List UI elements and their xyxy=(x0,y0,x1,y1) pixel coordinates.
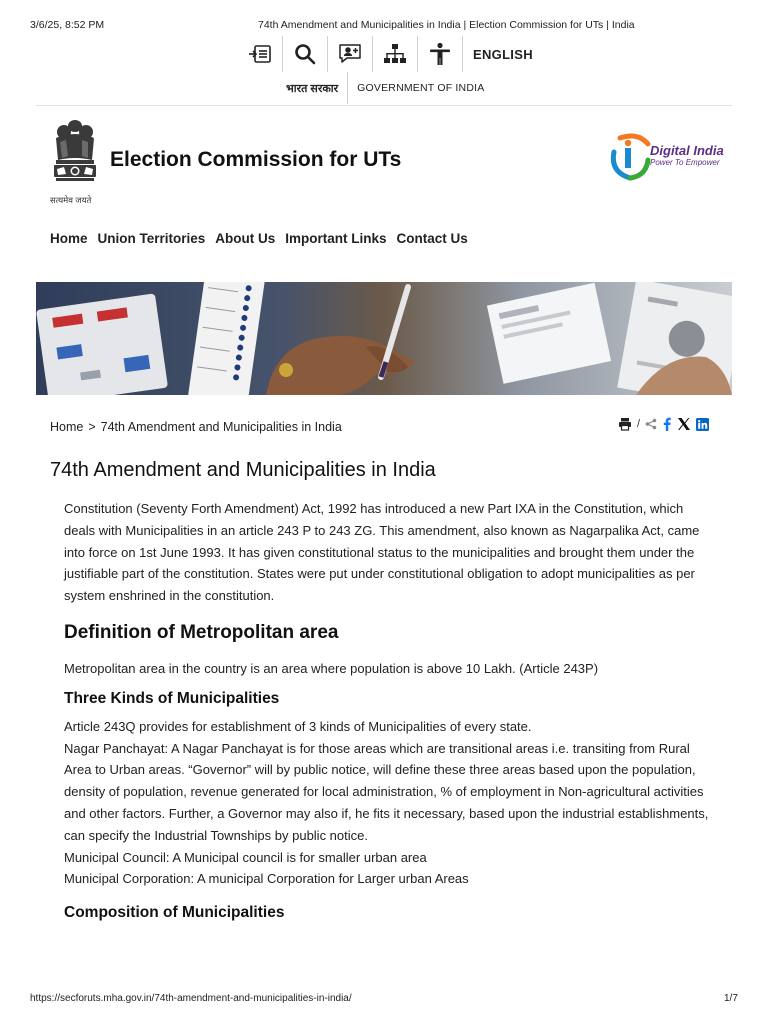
kinds-paragraph-4: Municipal Corporation: A municipal Corporation for Larger urban Areas xyxy=(64,871,469,887)
facebook-icon xyxy=(662,417,672,431)
language-selector[interactable]: ENGLISH xyxy=(473,46,533,62)
article-body xyxy=(64,498,714,922)
skip-to-content-button[interactable] xyxy=(238,36,283,72)
main-nav xyxy=(50,231,468,246)
kinds-paragraph-3: Municipal Council: A Municipal council is for smaller urban area xyxy=(64,849,427,865)
intro-paragraph: Constitution (Seventy Forth Amendment) Act, 1992 has introduced a new Part IXA in the Constitution, which deals with Municipalities in an article 243 P to 243 ZG. This amendment, also known as Nagarpalika Act, came into force on 1st June 1993. It has given constitutional status to the municipalities and brought them under the justifiable part of the constitution. States were put under constitutional obligation to adopt municipalities as per system enshrined in the constitution. xyxy=(64,501,700,604)
header-divider xyxy=(36,105,732,106)
print-page-number: 1/7 xyxy=(724,993,738,1004)
utility-bar xyxy=(238,36,533,72)
kinds-paragraph-2: Nagar Panchayat: A Nagar Panchayat is for those areas which are transitional areas i.e. transiting from Rural Area to Urban areas. “Governor” will by public notice, will define these three areas based upon the population, density of population, revenue generated for local administration, % of employment in Non-agricultural activities and other factors. Further, a Governor may also if, he fits it necessary, based upon the industrial establishments, can specify the Industrial Townships by public notice. xyxy=(64,740,709,843)
print-url: https://secforuts.mha.gov.in/74th-amendment-and-municipalities-in-india/ xyxy=(30,993,352,1004)
accessibility-button[interactable] xyxy=(418,36,463,72)
feedback-icon xyxy=(337,41,363,67)
gov-english-link[interactable]: GOVERNMENT OF INDIA xyxy=(357,82,485,94)
linkedin-icon xyxy=(696,418,709,431)
x-icon xyxy=(677,417,691,431)
emblem-caption: सत्यमेव जयते xyxy=(50,195,92,205)
gov-hindi-link[interactable]: भारत सरकार xyxy=(286,72,348,104)
print-button[interactable] xyxy=(618,417,632,431)
nav-contact-us[interactable]: Contact Us xyxy=(396,231,468,246)
digital-india-name: Digital India xyxy=(650,143,724,158)
skip-to-content-icon xyxy=(247,41,273,67)
search-button[interactable] xyxy=(283,36,328,72)
print-icon xyxy=(618,417,632,431)
search-icon xyxy=(292,41,318,67)
linkedin-share-button[interactable] xyxy=(696,418,709,431)
metropolitan-paragraph: Metropolitan area in the country is an area where population is above 10 Lakh. (Article 243P) xyxy=(64,660,599,676)
sitemap-button[interactable] xyxy=(373,36,418,72)
share-toolbar xyxy=(618,417,709,431)
print-page-title: 74th Amendment and Municipalities in India | Election Commission for UTs | India xyxy=(258,19,635,31)
nav-union-territories[interactable]: Union Territories xyxy=(97,231,206,246)
heading-composition: Composition of Municipalities xyxy=(64,904,285,922)
heading-three-kinds: Three Kinds of Municipalities xyxy=(64,689,280,707)
facebook-share-button[interactable] xyxy=(662,417,672,431)
print-datetime: 3/6/25, 8:52 PM xyxy=(30,19,105,31)
page-title: 74th Amendment and Municipalities in India xyxy=(50,459,436,481)
breadcrumb-current: 74th Amendment and Municipalities in India xyxy=(100,420,342,434)
digital-india-tagline: Power To Empower xyxy=(650,158,720,167)
sitemap-icon xyxy=(382,41,408,67)
heading-metropolitan-area: Definition of Metropolitan area xyxy=(64,621,339,643)
share-button[interactable] xyxy=(645,418,657,430)
breadcrumb xyxy=(50,420,342,434)
breadcrumb-home[interactable]: Home xyxy=(50,420,84,434)
accessibility-icon xyxy=(427,41,453,67)
share-separator: / xyxy=(637,418,641,430)
site-title[interactable]: Election Commission for UTs xyxy=(110,148,402,171)
nav-important-links[interactable]: Important Links xyxy=(285,231,387,246)
breadcrumb-separator: > xyxy=(88,420,96,434)
x-share-button[interactable] xyxy=(677,417,691,431)
share-icon xyxy=(645,418,657,430)
feedback-button[interactable] xyxy=(328,36,373,72)
kinds-paragraph-1: Article 243Q provides for establishment of 3 kinds of Municipalities of every state. xyxy=(64,718,532,734)
nav-about-us[interactable]: About Us xyxy=(215,231,276,246)
nav-home[interactable]: Home xyxy=(50,231,88,246)
government-strip xyxy=(286,72,484,104)
election-banner-image xyxy=(36,282,732,395)
